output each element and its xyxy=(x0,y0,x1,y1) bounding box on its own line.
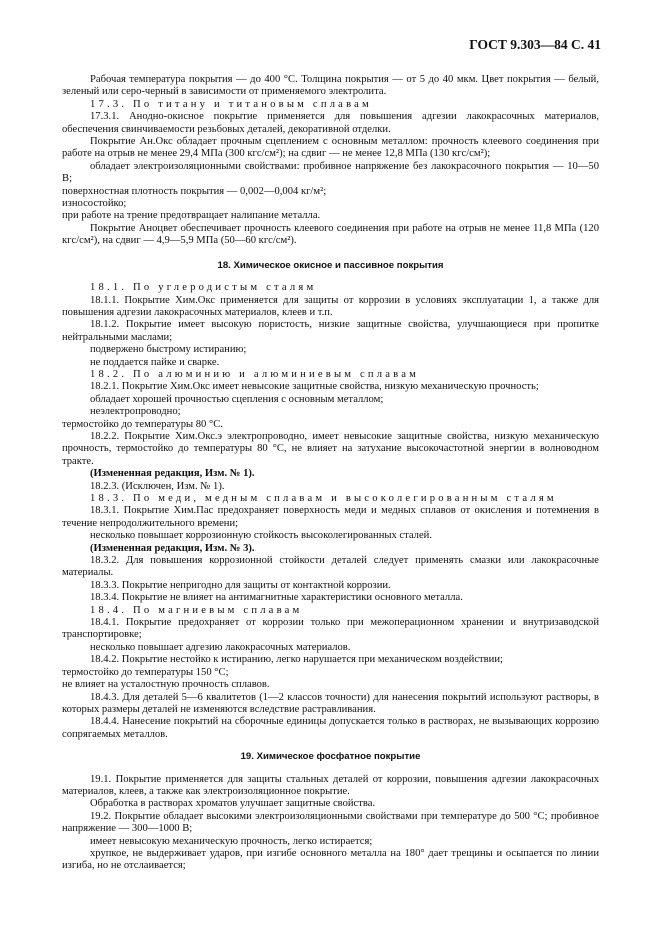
paragraph: подвержено быстрому истиранию; xyxy=(90,344,247,356)
paragraph: несколько повышает адгезию лакокрасочных материалов. xyxy=(90,641,351,653)
subsection-heading: 17.3. По титану и титановым сплавам xyxy=(90,98,372,110)
paragraph: имеет невысокую механическую прочность, легко истирается; xyxy=(90,835,373,847)
page-header: ГОСТ 9.303—84 С. 41 xyxy=(469,37,601,52)
paragraph: 18.1.1. Покрытие Хим.Окс применяется для защиты от коррозии в условиях эксплуатации 1, а также для повышения адгезии лакокрасочных материалов, клеев и т.п. xyxy=(62,294,599,318)
paragraph: несколько повышает коррозионную стойкость высоколегированных сталей. xyxy=(90,530,432,542)
paragraph: 19.1. Покрытие применяется для защиты стальных деталей от коррозии, повышения адгезии лакокрасочных материалов, клеев, а также как электроизоляционное покрытие. xyxy=(62,773,599,797)
paragraph: 18.3.4. Покрытие не влияет на антимагнитные характеристики основного металла. xyxy=(90,592,463,604)
paragraph: хрупкое, не выдерживает ударов, при изгибе основного металла на 180° дает трещины и осыпается по линии изгиба, но не отслаивается; xyxy=(62,847,599,872)
paragraph: Рабочая температура покрытия — до 400 °С. Толщина покрытия — от 5 до 40 мкм. Цвет покрытия — белый, зеленый или серо-черный в зависимости от применяемого электролита. xyxy=(62,74,599,98)
paragraph: 18.3.1. Покрытие Хим.Пас предохраняет поверхность меди и медных сплавов от окисления и потемнения в течение непродолжительного времени; xyxy=(62,505,599,529)
paragraph: 18.1.2. Покрытие имеет высокую пористость, низкие защитные свойства, улучшающиеся при пропитке нейтральными маслами; xyxy=(62,319,599,343)
paragraph: 18.4.3. Для деталей 5—6 квалитетов (1—2 классов точности) для нанесения покрытий используют растворы, в которых размеры деталей не изменяются вследствие растравливания. xyxy=(62,691,599,715)
paragraph: неэлектропроводно; xyxy=(90,406,181,418)
section-title: 18. Химическое окисное и пассивное покрытия xyxy=(217,259,444,271)
section-title: 19. Химическое фосфатное покрытие xyxy=(240,751,421,763)
paragraph: Обработка в растворах хроматов улучшает защитные свойства. xyxy=(90,798,376,810)
paragraph: 19.2. Покрытие обладает высокими электроизоляционными свойствами при температуре до 500 °С; пробивное напряжение — 300—1000 В; xyxy=(62,810,599,835)
subsection-heading: 18.4. По магниевым сплавам xyxy=(90,604,303,616)
paragraph: 18.4.1. Покрытие предохраняет от коррозии только при межоперационном хранении и внутризаводской транспортировке; xyxy=(62,617,599,641)
subsection-heading: 18.2. По алюминию и алюминиевым сплавам xyxy=(90,368,420,380)
paragraph: обладает хорошей прочностью сцепления с основным металлом; xyxy=(90,393,384,405)
amendment-note: (Измененная редакция, Изм. № 3). xyxy=(90,542,255,554)
paragraph: 18.4.4. Нанесение покрытий на сборочные единицы допускается только в растворах, не вызывающих коррозию сопрягаемых металлов. xyxy=(62,716,599,740)
paragraph: поверхностная плотность покрытия — 0,002—0,004 кг/м²; xyxy=(62,185,327,197)
paragraph: 17.3.1. Анодно-окисное покрытие применяется для повышения адгезии лакокрасочных материалов, обеспечения свинчиваемости резьбовых деталей, декоративной отделки. xyxy=(62,111,599,135)
subsection-heading: 18.3. По меди, медным сплавам и высоколегированным сталям xyxy=(90,493,557,504)
amendment-note: (Измененная редакция, Изм. № 1). xyxy=(90,468,255,480)
paragraph: обладает электроизоляционными свойствами: пробивное напряжение без лакокрасочного покрытия — 10—50 В; xyxy=(62,160,599,185)
paragraph: 18.2.2. Покрытие Хим.Окс.э электропроводно, имеет невысокие защитные свойства, низкую механическую прочность, термостойко до температуры 80 °С, не влияет на затухание высокочастотной энергии в волноводном тракте. xyxy=(62,430,599,467)
paragraph: не поддается пайке и сварке. xyxy=(90,356,220,368)
paragraph: износостойко; xyxy=(62,198,127,210)
paragraph: Покрытие Аноцвет обеспечивает прочность клеевого соединения при работе на отрыв не менее 11,8 МПа (120 кгс/см²), на сдвиг — 4,9—5,9 МПа (50—60 кгс/см²). xyxy=(62,222,599,247)
document-body xyxy=(62,74,599,873)
paragraph: Покрытие Ан.Окс обладает прочным сцеплением с основным металлом: прочность клеевого соединения при работе на отрыв не менее 29,4 МПа (300 кгс/см²); на сдвиг — не менее 12,8 МПа (130 кгс/см²); xyxy=(62,136,599,160)
paragraph: при работе на трение предотвращает налипание металла. xyxy=(62,210,321,222)
paragraph: 18.2.1. Покрытие Хим.Окс имеет невысокие защитные свойства, низкую механическую прочность; xyxy=(90,381,539,393)
subsection-heading: 18.1. По углеродистым сталям xyxy=(90,282,317,294)
paragraph: термостойко до температуры 80 °С. xyxy=(62,418,223,430)
paragraph: 18.2.3. (Исключен, Изм. № 1). xyxy=(90,480,225,492)
paragraph: 18.3.2. Для повышения коррозионной стойкости деталей следует применять смазки или лакокрасочные материалы. xyxy=(62,555,599,579)
paragraph: 18.3.3. Покрытие непригодно для защиты от контактной коррозии. xyxy=(90,579,391,591)
paragraph: термостойко до температуры 150 °С; xyxy=(62,666,229,678)
paragraph: 18.4.2. Покрытие нестойко к истиранию, легко нарушается при механическом воздействии; xyxy=(90,654,503,666)
paragraph: не влияет на усталостную прочность сплавов. xyxy=(62,679,270,691)
